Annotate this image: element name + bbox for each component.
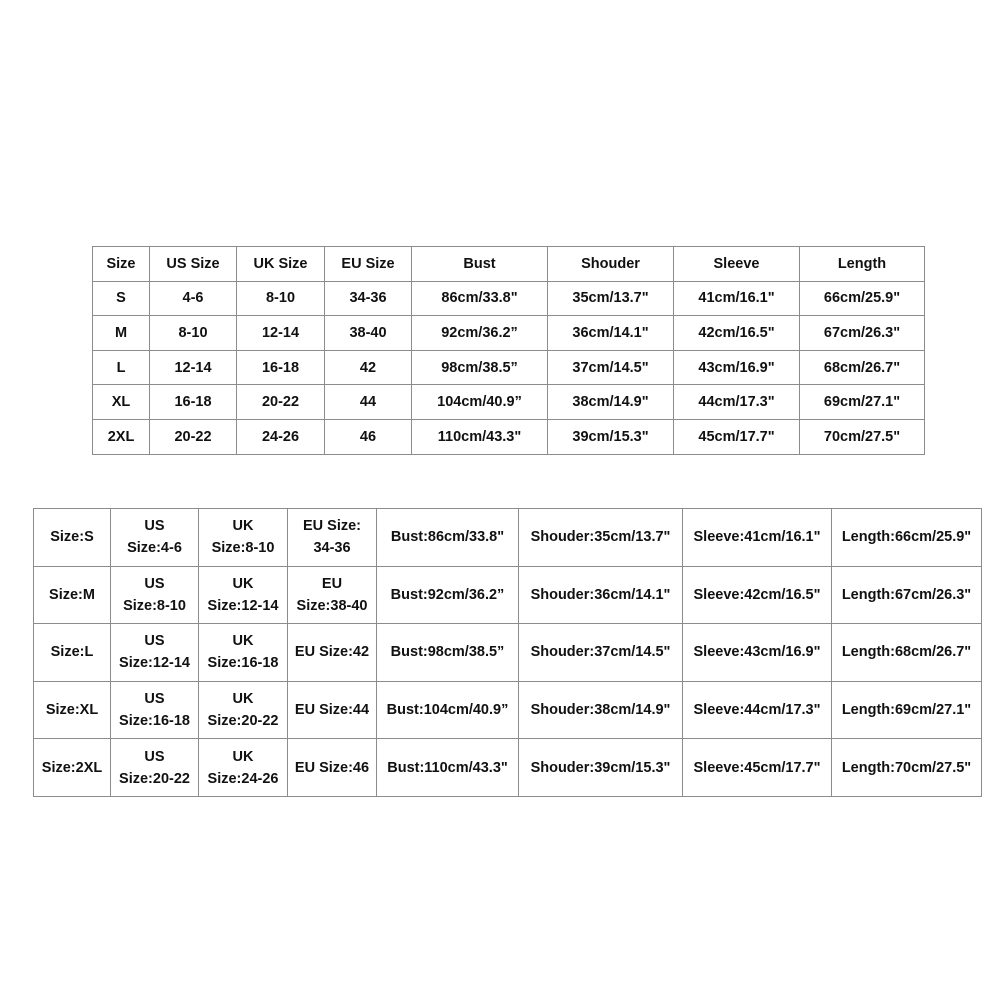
table-cell: Sleeve:45cm/17.7" xyxy=(683,739,832,797)
cell-line: US xyxy=(144,518,165,535)
table-cell: 38cm/14.9" xyxy=(548,385,674,420)
table-cell: Bust:104cm/40.9” xyxy=(377,681,519,739)
table-cell: 35cm/13.7" xyxy=(548,281,674,316)
table-cell: Length:70cm/27.5" xyxy=(832,739,982,797)
table-cell: S xyxy=(93,281,150,316)
table-cell: Length:66cm/25.9" xyxy=(832,509,982,567)
table-cell xyxy=(111,509,199,567)
column-header: EU Size xyxy=(325,247,412,282)
table-row xyxy=(34,681,982,739)
cell-line: UK xyxy=(232,633,254,650)
table-cell: 98cm/38.5” xyxy=(412,350,548,385)
cell-line: UK xyxy=(232,518,254,535)
table-cell: 45cm/17.7" xyxy=(674,419,800,454)
table-cell xyxy=(288,509,377,567)
column-header: US Size xyxy=(150,247,237,282)
table-cell: 38-40 xyxy=(325,316,412,351)
cell-line: EU xyxy=(321,575,343,592)
table-cell: Length:68cm/26.7" xyxy=(832,624,982,682)
table-cell xyxy=(111,624,199,682)
table-cell: L xyxy=(93,350,150,385)
table-cell: 110cm/43.3" xyxy=(412,419,548,454)
table-cell: 4-6 xyxy=(150,281,237,316)
cell-line: US xyxy=(144,575,165,592)
cell-line: Size:16-18 xyxy=(119,713,190,730)
column-header: Bust xyxy=(412,247,548,282)
table-cell: Bust:86cm/33.8" xyxy=(377,509,519,567)
size-chart-table-labeled xyxy=(33,508,982,797)
table-cell: 86cm/33.8" xyxy=(412,281,548,316)
cell-line: US xyxy=(144,633,165,650)
table-cell: 44cm/17.3" xyxy=(674,385,800,420)
cell-line: US xyxy=(144,748,165,765)
table-cell xyxy=(288,566,377,624)
table-cell: 8-10 xyxy=(237,281,325,316)
table-cell: 2XL xyxy=(93,419,150,454)
table-cell: 12-14 xyxy=(237,316,325,351)
table-cell: 34-36 xyxy=(325,281,412,316)
table-cell: 70cm/27.5" xyxy=(800,419,925,454)
table-cell: M xyxy=(93,316,150,351)
table-cell: Shouder:36cm/14.1" xyxy=(519,566,683,624)
table-cell: 46 xyxy=(325,419,412,454)
table-row xyxy=(34,624,982,682)
cell-line: Size:8-10 xyxy=(123,597,186,614)
table-cell: 68cm/26.7" xyxy=(800,350,925,385)
cell-line: Size:8-10 xyxy=(211,540,275,557)
table-cell: 66cm/25.9" xyxy=(800,281,925,316)
table-cell: Length:67cm/26.3" xyxy=(832,566,982,624)
table-row xyxy=(93,350,925,385)
table-cell: 44 xyxy=(325,385,412,420)
table-row xyxy=(93,385,925,420)
cell-line: UK xyxy=(232,748,254,765)
cell-line: UK xyxy=(232,575,254,592)
table-cell: XL xyxy=(93,385,150,420)
table-cell: 104cm/40.9” xyxy=(412,385,548,420)
table-header-row xyxy=(93,247,925,282)
table-cell: Size:S xyxy=(34,509,111,567)
column-header: UK Size xyxy=(237,247,325,282)
table-cell xyxy=(111,681,199,739)
table-cell xyxy=(111,566,199,624)
table-cell: Length:69cm/27.1" xyxy=(832,681,982,739)
column-header: Length xyxy=(800,247,925,282)
table-cell: 41cm/16.1" xyxy=(674,281,800,316)
table-cell: Size:M xyxy=(34,566,111,624)
table-cell: 69cm/27.1" xyxy=(800,385,925,420)
table-cell: 12-14 xyxy=(150,350,237,385)
table-cell: 20-22 xyxy=(237,385,325,420)
table-cell: 67cm/26.3" xyxy=(800,316,925,351)
table-cell xyxy=(111,739,199,797)
table-cell: 92cm/36.2” xyxy=(412,316,548,351)
cell-line: Size:38-40 xyxy=(296,597,368,614)
table-row xyxy=(34,566,982,624)
table-cell: Size:XL xyxy=(34,681,111,739)
table-cell: 39cm/15.3" xyxy=(548,419,674,454)
table-cell: 20-22 xyxy=(150,419,237,454)
table-cell: Bust:110cm/43.3" xyxy=(377,739,519,797)
table-row xyxy=(93,281,925,316)
table-row xyxy=(93,419,925,454)
table-cell: Sleeve:41cm/16.1" xyxy=(683,509,832,567)
table-cell: Sleeve:43cm/16.9" xyxy=(683,624,832,682)
table-cell: Shouder:35cm/13.7" xyxy=(519,509,683,567)
table-cell: Shouder:38cm/14.9" xyxy=(519,681,683,739)
table-cell: Shouder:39cm/15.3" xyxy=(519,739,683,797)
cell-line: Size:4-6 xyxy=(127,540,182,557)
cell-line: Size:20-22 xyxy=(119,770,190,787)
table-cell: EU Size:46 xyxy=(288,739,377,797)
cell-line: EU Size: xyxy=(302,518,361,535)
cell-line: US xyxy=(144,691,165,708)
cell-line: Size:16-18 xyxy=(207,655,279,672)
cell-line: UK xyxy=(232,691,254,708)
table-row xyxy=(34,509,982,567)
cell-line: Size:12-14 xyxy=(119,655,190,672)
column-header: Sleeve xyxy=(674,247,800,282)
table-row xyxy=(93,316,925,351)
table-cell: 36cm/14.1" xyxy=(548,316,674,351)
cell-line: Size:12-14 xyxy=(207,597,279,614)
table-cell xyxy=(199,681,288,739)
table-cell xyxy=(199,509,288,567)
column-header: Size xyxy=(93,247,150,282)
table-cell: 16-18 xyxy=(237,350,325,385)
table-cell xyxy=(199,566,288,624)
table-cell: 42 xyxy=(325,350,412,385)
column-header: Shouder xyxy=(548,247,674,282)
table-cell xyxy=(199,739,288,797)
table-cell: 37cm/14.5" xyxy=(548,350,674,385)
table-cell: EU Size:44 xyxy=(288,681,377,739)
table-cell: 42cm/16.5" xyxy=(674,316,800,351)
cell-line: 34-36 xyxy=(313,540,351,557)
cell-line: Size:24-26 xyxy=(207,770,279,787)
table-cell: Size:L xyxy=(34,624,111,682)
table-cell: Bust:92cm/36.2” xyxy=(377,566,519,624)
table-cell: Shouder:37cm/14.5" xyxy=(519,624,683,682)
table-cell: EU Size:42 xyxy=(288,624,377,682)
table-cell: 43cm/16.9" xyxy=(674,350,800,385)
table-cell: 24-26 xyxy=(237,419,325,454)
table-cell: Size:2XL xyxy=(34,739,111,797)
cell-line: Size:20-22 xyxy=(207,713,279,730)
table-cell: Sleeve:42cm/16.5" xyxy=(683,566,832,624)
table-cell: 16-18 xyxy=(150,385,237,420)
table-cell xyxy=(199,624,288,682)
size-chart-table-compact xyxy=(92,246,925,455)
table-row xyxy=(34,739,982,797)
table-cell: 8-10 xyxy=(150,316,237,351)
table-cell: Bust:98cm/38.5” xyxy=(377,624,519,682)
table-cell: Sleeve:44cm/17.3" xyxy=(683,681,832,739)
